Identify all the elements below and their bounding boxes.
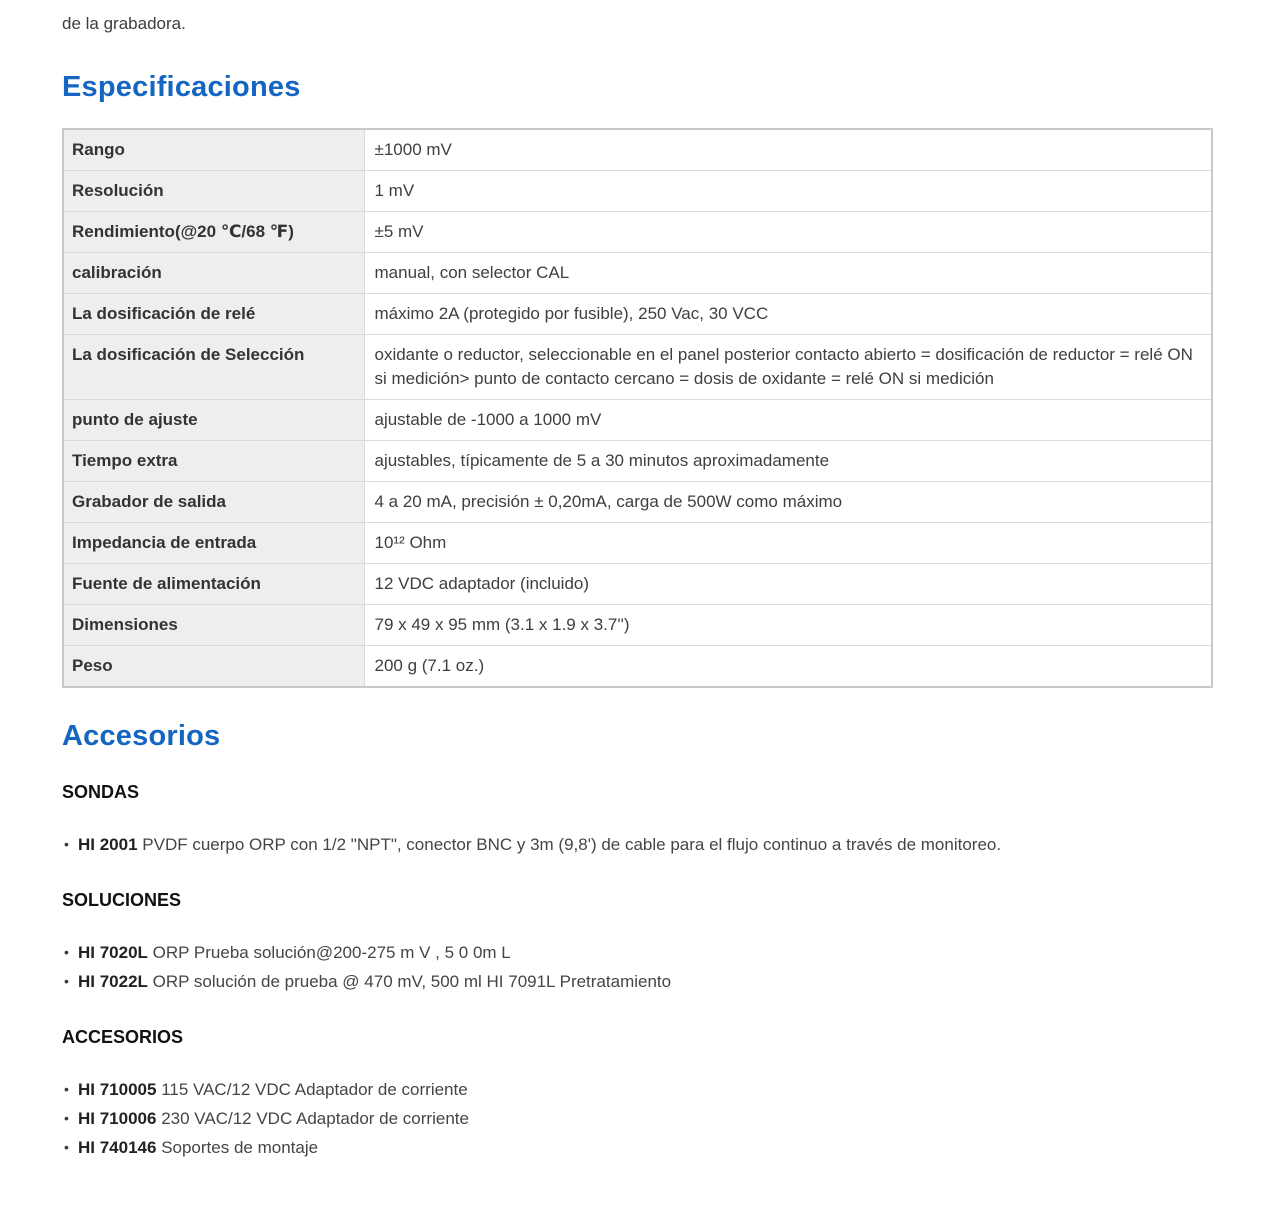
spec-label: La dosificación de relé — [63, 294, 364, 335]
spec-value: 10¹² Ohm — [364, 523, 1212, 564]
list-item — [64, 1104, 1213, 1133]
accessory-description: PVDF cuerpo ORP con 1/2 "NPT", conector BNC y 3m (9,8') de cable para el flujo continuo a través de monitoreo. — [142, 835, 1002, 854]
spec-label: calibración — [63, 253, 364, 294]
spec-label: La dosificación de Selección — [63, 335, 364, 400]
bullet-icon: • — [64, 1081, 69, 1097]
spec-label: Tiempo extra — [63, 441, 364, 482]
intro-text: de la grabadora. — [62, 14, 186, 33]
spec-value: manual, con selector CAL — [364, 253, 1212, 294]
accessory-code: HI 710005 — [78, 1080, 157, 1099]
list-item — [64, 830, 1213, 859]
bullet-icon: • — [64, 1139, 69, 1155]
accessory-code: HI 7022L — [78, 972, 148, 991]
spec-label: Rango — [63, 129, 364, 171]
accessory-description: ORP solución de prueba @ 470 mV, 500 ml HI 7091L Pretratamiento — [152, 972, 672, 991]
accessory-code: HI 2001 — [78, 835, 138, 854]
table-row — [63, 335, 1212, 400]
spec-value: ajustable de -1000 a 1000 mV — [364, 400, 1212, 441]
table-row — [63, 523, 1212, 564]
accessory-code: HI 710006 — [78, 1109, 157, 1128]
table-row — [63, 441, 1212, 482]
spec-value: ±1000 mV — [364, 129, 1212, 171]
table-row — [63, 171, 1212, 212]
list-item — [64, 1133, 1213, 1162]
accessory-description: ORP Prueba solución@200-275 m V , 5 0 0m L — [152, 943, 511, 962]
table-row — [63, 605, 1212, 646]
spec-value: 1 mV — [364, 171, 1212, 212]
spec-label: Impedancia de entrada — [63, 523, 364, 564]
bullet-icon: • — [64, 1110, 69, 1126]
table-row — [63, 646, 1212, 688]
table-row — [63, 129, 1212, 171]
bullet-icon: • — [64, 944, 69, 960]
spec-label: Rendimiento(@20 ℃/68 ℉) — [63, 212, 364, 253]
table-row — [63, 212, 1212, 253]
table-row — [63, 482, 1212, 523]
specifications-heading: Especificaciones — [62, 71, 301, 103]
group-title-sondas: SONDAS — [62, 782, 140, 802]
accessory-code: HI 740146 — [78, 1138, 157, 1157]
bullet-icon: • — [64, 973, 69, 989]
spec-value: ±5 mV — [364, 212, 1212, 253]
accessory-list-soluciones — [62, 938, 1213, 996]
accessory-description: 230 VAC/12 VDC Adaptador de corriente — [161, 1109, 469, 1128]
table-row — [63, 294, 1212, 335]
accessory-description: 115 VAC/12 VDC Adaptador de corriente — [161, 1080, 468, 1099]
spec-label: Fuente de alimentación — [63, 564, 364, 605]
spec-value: 12 VDC adaptador (incluido) — [364, 564, 1212, 605]
spec-label: Dimensiones — [63, 605, 364, 646]
spec-label: Resolución — [63, 171, 364, 212]
spec-value: 200 g (7.1 oz.) — [364, 646, 1212, 688]
specifications-table — [62, 128, 1213, 688]
table-row — [63, 564, 1212, 605]
table-row — [63, 400, 1212, 441]
group-title-soluciones: SOLUCIONES — [62, 890, 182, 910]
list-item — [64, 1075, 1213, 1104]
spec-value: ajustables, típicamente de 5 a 30 minutos aproximadamente — [364, 441, 1212, 482]
spec-value: 79 x 49 x 95 mm (3.1 x 1.9 x 3.7'') — [364, 605, 1212, 646]
accessory-code: HI 7020L — [78, 943, 148, 962]
list-item — [64, 967, 1213, 996]
spec-value: oxidante o reductor, seleccionable en el panel posterior contacto abierto = dosificación de reductor = relé ON si medición> punto de contacto cercano = dosis de oxidante = relé ON si medición — [364, 335, 1212, 400]
spec-label: Grabador de salida — [63, 482, 364, 523]
spec-value: máximo 2A (protegido por fusible), 250 Vac, 30 VCC — [364, 294, 1212, 335]
table-row — [63, 253, 1212, 294]
spec-label: Peso — [63, 646, 364, 688]
spec-label: punto de ajuste — [63, 400, 364, 441]
accessory-list-accesorios — [62, 1075, 1213, 1162]
list-item — [64, 938, 1213, 967]
accessories-heading: Accesorios — [62, 720, 221, 752]
accessory-description: Soportes de montaje — [161, 1138, 319, 1157]
group-title-accesorios: ACCESORIOS — [62, 1027, 184, 1047]
spec-value: 4 a 20 mA, precisión ± 0,20mA, carga de 500W como máximo — [364, 482, 1212, 523]
bullet-icon: • — [64, 836, 69, 852]
accessory-list-sondas — [62, 830, 1213, 859]
